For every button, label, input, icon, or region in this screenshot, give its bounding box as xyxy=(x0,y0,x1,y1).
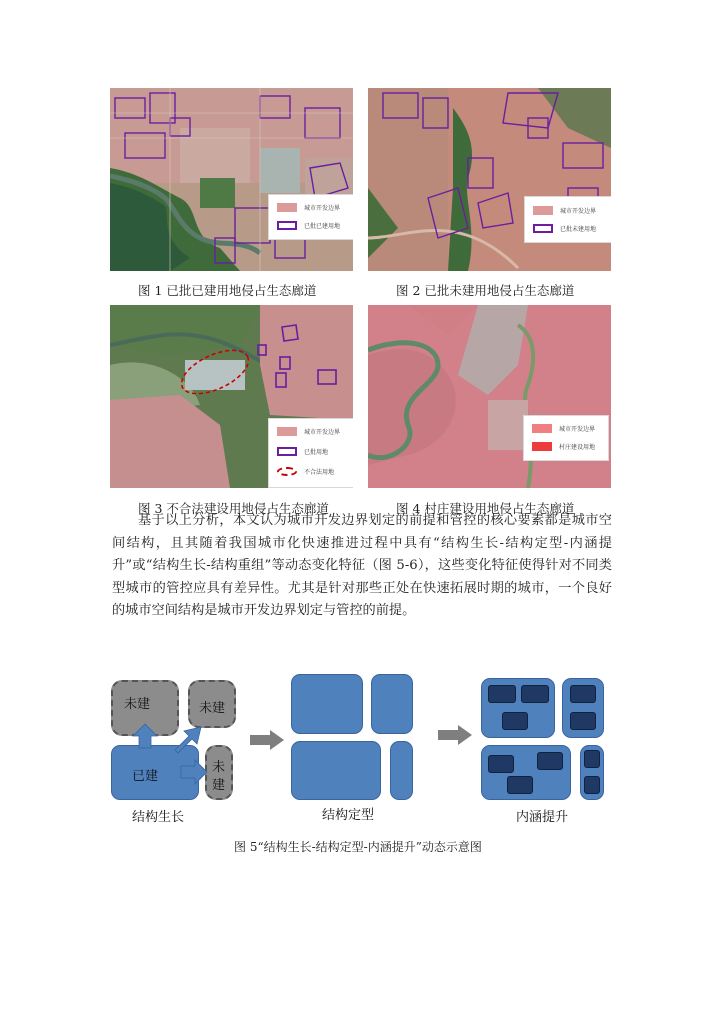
legend-label: 已批用地 xyxy=(304,449,329,456)
boundary-swatch xyxy=(277,427,297,436)
inner-block xyxy=(507,776,533,794)
unbuilt-label-1: 未建 xyxy=(124,697,151,712)
growth-arrows-icon xyxy=(111,680,236,805)
inner-block xyxy=(537,752,563,770)
legend-label: 村庄建设用地 xyxy=(559,444,596,451)
legend-label: 城市开发边界 xyxy=(304,205,341,212)
legend-label: 已批未建用地 xyxy=(560,226,597,233)
figure-4-legend xyxy=(523,415,609,461)
legend-label: 城市开发边界 xyxy=(560,208,597,215)
boundary-swatch xyxy=(277,203,297,212)
figure-1-map xyxy=(110,88,353,271)
finalized-block-2 xyxy=(371,674,413,734)
finalized-block-3 xyxy=(291,741,381,800)
figure-5-caption: 图 5“结构生长-结构定型-内涵提升”动态示意图 xyxy=(234,840,482,854)
unbuilt-label-3b: 建 xyxy=(212,778,226,793)
inner-block xyxy=(502,712,528,730)
legend-label: 城市开发边界 xyxy=(559,426,596,433)
approved-unbuilt-swatch xyxy=(533,224,553,233)
figure-4-caption: 图 4 村庄建设用地侵占生态廊道 xyxy=(396,501,575,516)
stage-label-growth: 结构生长 xyxy=(132,810,185,825)
inner-block xyxy=(584,776,600,794)
stage-label-finalized: 结构定型 xyxy=(322,808,375,823)
boundary-swatch xyxy=(532,424,552,433)
inner-block xyxy=(488,685,516,703)
figure-1-legend xyxy=(268,194,353,240)
village-land-swatch xyxy=(532,442,552,451)
body-paragraph: 基于以上分析，本文认为城市开发边界划定的前提和管控的核心要素都是城市空间结构，且其随着我国城市化快速推进过程中具有“结构生长-结构定型-内涵提升”或“结构生长-结构重组”等动态变化特征（图 5-6），这些变化特征使得针对不同类型城市的管控应具有差异性。尤其是针对那些正处在快速拓展时期的城市，一个良好的城市空间结构是城市开发边界划定与管控的前提。 xyxy=(112,513,612,619)
finalized-block-1 xyxy=(291,674,363,734)
approved-swatch xyxy=(277,447,297,456)
inner-block xyxy=(570,712,596,730)
inner-block xyxy=(521,685,549,703)
figure-3-map xyxy=(110,305,353,488)
legend-label: 不合法用地 xyxy=(304,469,335,476)
inner-block xyxy=(570,685,596,703)
arrow-right-icon xyxy=(438,725,472,745)
boundary-swatch xyxy=(533,206,553,215)
stage-label-upgrade: 内涵提升 xyxy=(516,810,569,825)
figure-2-legend xyxy=(524,196,611,243)
inner-block xyxy=(584,750,600,768)
approved-built-swatch xyxy=(277,221,297,230)
legend-label: 已批已建用地 xyxy=(304,223,341,230)
unbuilt-label-3a: 未 xyxy=(212,760,226,775)
figure-1-caption: 图 1 已批已建用地侵占生态廊道 xyxy=(138,283,317,298)
illegal-swatch xyxy=(277,467,297,476)
figure-3-legend xyxy=(268,418,353,488)
inner-block xyxy=(488,755,514,773)
figure-3-caption: 图 3 不合法建设用地侵占生态廊道 xyxy=(138,501,329,516)
built-label: 已建 xyxy=(132,769,159,784)
unbuilt-label-2: 未建 xyxy=(199,701,226,716)
finalized-block-4 xyxy=(390,741,413,800)
figure-2-caption: 图 2 已批未建用地侵占生态廊道 xyxy=(396,283,575,298)
legend-label: 城市开发边界 xyxy=(304,429,341,436)
figure-2-map xyxy=(368,88,611,271)
figure-4-map xyxy=(368,305,611,488)
arrow-right-icon xyxy=(250,730,284,750)
